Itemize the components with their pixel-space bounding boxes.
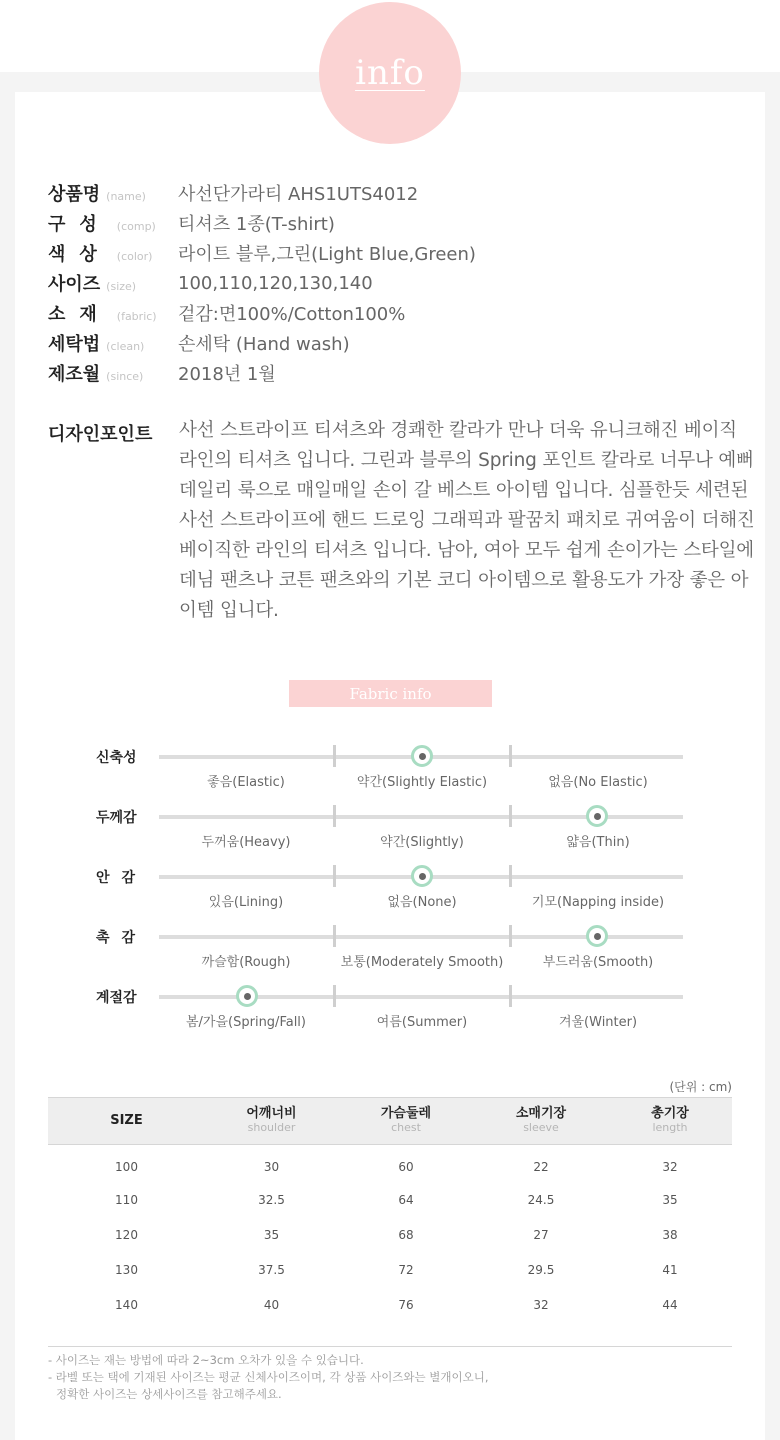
table-cell: 68 xyxy=(398,1228,414,1242)
table-cell: 110 xyxy=(115,1193,138,1207)
table-cell: 130 xyxy=(115,1263,138,1277)
fabric-option: 약간(Slightly Elastic) xyxy=(356,775,488,790)
size-unit-label: (단위 : cm) xyxy=(669,1080,732,1094)
table-row xyxy=(48,1253,732,1288)
spec-key: 색상 xyxy=(48,244,111,265)
table-cell: 32 xyxy=(662,1159,678,1174)
design-point xyxy=(48,416,760,626)
table-cell: 76 xyxy=(398,1298,414,1312)
fabric-row-thickness xyxy=(0,810,780,875)
selected-marker-icon xyxy=(586,805,608,827)
design-point-text: 사선 스트라이프 티셔츠와 경쾌한 칼라가 만나 더욱 유니크해진 베이직 라인의 티셔츠 입니다. 그린과 블루의 Spring 포인트 칼라로 너무나 예뻐 데일리 룩으로 매일매일 손이 갈 베스트 아이템 입니다. 심플한듯 세련된 사선 스트라이프에 핸드 드로잉 그래픽과 팔꿈치 패치로 귀여움이 더해진 베이직한 라인의 티셔츠 입니다. 남아, 여아 모두 쉽게 손이가는 스타일에 데님 팬츠나 코튼 팬츠와의 기본 코디 아이템으로 활용도가 가장 좋은 아이템 입니다. xyxy=(179,420,755,621)
fabric-row-texture xyxy=(0,930,780,995)
table-row xyxy=(48,1218,732,1253)
fabric-row-season xyxy=(0,990,780,1055)
selected-marker-icon xyxy=(586,925,608,947)
spec-row-fabric xyxy=(48,298,748,328)
spec-row-color xyxy=(48,238,748,268)
scale-divider xyxy=(333,745,336,767)
fabric-row-label: 촉감 xyxy=(96,930,148,946)
spec-row-clean xyxy=(48,328,748,358)
table-cell: 120 xyxy=(115,1228,138,1242)
spec-sub: (clean) xyxy=(106,340,145,353)
table-row xyxy=(48,1145,732,1183)
table-row xyxy=(48,1288,732,1323)
info-badge-text: info xyxy=(355,53,425,93)
table-cell: 35 xyxy=(662,1193,678,1207)
fabric-option: 두꺼움(Heavy) xyxy=(201,835,291,850)
table-cell: 32.5 xyxy=(258,1193,285,1207)
spec-key: 구성 xyxy=(48,214,111,235)
table-cell: 100 xyxy=(115,1159,138,1174)
note-line-3: 정확한 사이즈는 상세사이즈를 참고해주세요. xyxy=(56,1387,282,1401)
table-cell: 140 xyxy=(115,1298,138,1312)
table-cell: 72 xyxy=(398,1263,414,1277)
fabric-row-elasticity xyxy=(0,750,780,815)
table-row xyxy=(48,1183,732,1218)
fabric-info-title xyxy=(289,680,492,707)
scale-divider xyxy=(333,985,336,1007)
table-cell: 27 xyxy=(533,1228,549,1242)
spec-value: 2018년 1월 xyxy=(178,364,276,385)
table-cell: 41 xyxy=(662,1263,678,1277)
scale-divider xyxy=(509,985,512,1007)
fabric-option: 보통(Moderately Smooth) xyxy=(340,955,504,970)
spec-key: 상품명 xyxy=(48,184,101,205)
fabric-option: 얇음(Thin) xyxy=(566,835,630,850)
fabric-row-label: 두께감 xyxy=(96,810,137,826)
spec-sub: (comp) xyxy=(116,220,156,233)
col-header-length: 총기장 length xyxy=(608,1098,732,1145)
spec-sub: (since) xyxy=(106,370,144,383)
fabric-option: 있음(Lining) xyxy=(208,895,284,910)
design-point-label: 디자인포인트 xyxy=(48,424,153,445)
spec-row-comp xyxy=(48,208,748,238)
note-line-1: - 사이즈는 재는 방법에 따라 2~3cm 오차가 있을 수 있습니다. xyxy=(48,1353,364,1367)
spec-value: 100,110,120,130,140 xyxy=(178,272,373,294)
spec-sub: (size) xyxy=(106,280,137,293)
fabric-option: 겨울(Winter) xyxy=(558,1015,638,1030)
spec-row-since xyxy=(48,358,748,388)
product-spec-list xyxy=(48,178,748,388)
scale-divider xyxy=(333,805,336,827)
size-notes xyxy=(48,1352,488,1403)
scale-divider xyxy=(509,925,512,947)
fabric-option: 없음(None) xyxy=(387,895,457,910)
table-cell: 29.5 xyxy=(527,1263,555,1277)
spec-key: 세탁법 xyxy=(48,334,101,355)
scale-divider xyxy=(509,805,512,827)
spec-sub: (fabric) xyxy=(116,310,157,323)
fabric-row-lining xyxy=(0,870,780,935)
spec-value: 티셔츠 1종(T-shirt) xyxy=(178,214,335,235)
scale-divider xyxy=(333,865,336,887)
fabric-option: 까슬함(Rough) xyxy=(201,955,291,970)
col-header-chest: 가슴둘레 chest xyxy=(338,1098,474,1145)
fabric-option: 좋음(Elastic) xyxy=(207,775,285,790)
spec-value: 손세탁 (Hand wash) xyxy=(178,334,350,355)
spec-value: 겉감:면100%/Cotton100% xyxy=(178,304,406,325)
fabric-row-label: 안감 xyxy=(96,870,148,886)
spec-row-name xyxy=(48,178,748,208)
col-header-size: SIZE xyxy=(48,1098,205,1145)
table-cell: 22 xyxy=(533,1159,549,1174)
info-badge xyxy=(319,2,461,144)
table-cell: 40 xyxy=(263,1298,280,1312)
table-cell: 30 xyxy=(263,1159,280,1174)
selected-marker-icon xyxy=(411,865,433,887)
spec-key: 사이즈 xyxy=(48,274,101,295)
scale-divider xyxy=(333,925,336,947)
notes-divider xyxy=(48,1346,732,1347)
spec-key: 제조월 xyxy=(48,364,101,385)
fabric-option: 약간(Slightly) xyxy=(380,835,464,850)
table-cell: 64 xyxy=(398,1193,414,1207)
table-cell: 60 xyxy=(398,1159,414,1174)
spec-key: 소재 xyxy=(48,304,111,325)
table-cell: 24.5 xyxy=(527,1193,555,1207)
size-table-header xyxy=(48,1098,732,1145)
fabric-row-label: 계절감 xyxy=(96,990,137,1006)
size-table xyxy=(48,1097,732,1323)
spec-value: 사선단가라티 AHS1UTS4012 xyxy=(178,184,419,205)
table-cell: 37.5 xyxy=(258,1263,285,1277)
col-header-shoulder: 어깨너비 shoulder xyxy=(205,1098,338,1145)
spec-sub: (color) xyxy=(116,250,153,263)
fabric-row-label: 신축성 xyxy=(96,750,137,766)
selected-marker-icon xyxy=(411,745,433,767)
fabric-option: 기모(Napping inside) xyxy=(531,895,665,910)
table-cell: 35 xyxy=(263,1228,280,1242)
col-header-sleeve: 소매기장 sleeve xyxy=(474,1098,608,1145)
fabric-info-title-text: Fabric info xyxy=(349,684,432,703)
fabric-option: 없음(No Elastic) xyxy=(548,775,648,790)
fabric-option: 부드러움(Smooth) xyxy=(542,955,654,970)
fabric-option: 봄/가을(Spring/Fall) xyxy=(185,1015,306,1030)
table-cell: 38 xyxy=(662,1228,678,1242)
note-line-2: - 라벨 또는 택에 기재된 사이즈는 평균 신체사이즈이며, 각 상품 사이즈와는 별개이오니, xyxy=(48,1370,489,1384)
spec-row-size xyxy=(48,268,748,298)
scale-divider xyxy=(509,745,512,767)
spec-value: 라이트 블루,그린(Light Blue,Green) xyxy=(178,244,476,265)
table-cell: 32 xyxy=(533,1298,549,1312)
scale-divider xyxy=(509,865,512,887)
table-cell: 44 xyxy=(662,1298,678,1312)
selected-marker-icon xyxy=(236,985,258,1007)
spec-sub: (name) xyxy=(106,190,146,203)
fabric-option: 여름(Summer) xyxy=(376,1015,468,1030)
